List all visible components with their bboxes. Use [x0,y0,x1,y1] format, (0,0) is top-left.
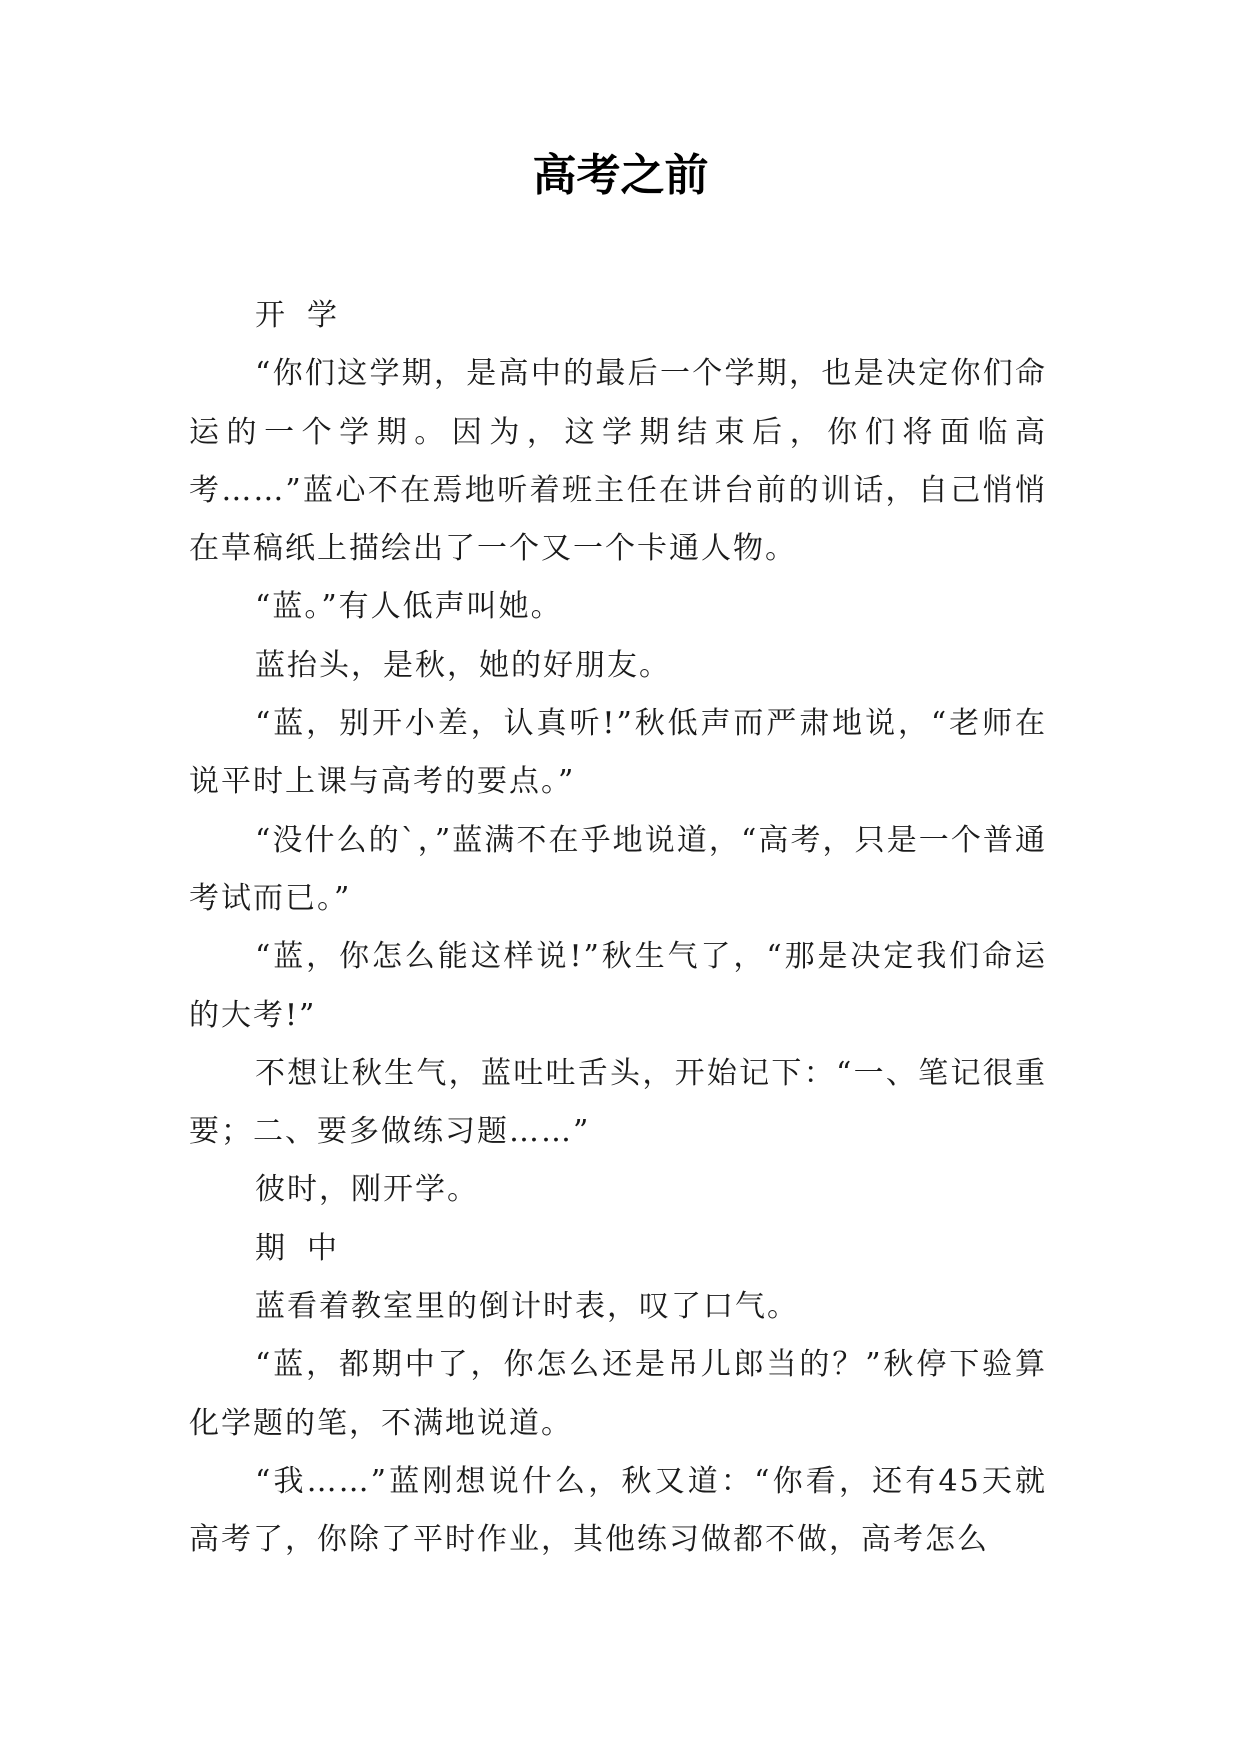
article-body [189,287,1047,1570]
paragraph: “你们这学期，是高中的最后一个学期，也是决定你们命运的一个学期。因为，这学期结束后，你们将面临高考……”蓝心不在焉地听着班主任在讲台前的训话，自己悄悄在草稿纸上描绘出了一个又一个卡通人物。 [189,356,1047,567]
paragraph: “蓝，别开小差，认真听!”秋低声而严肃地说，“老师在说平时上课与高考的要点。” [189,706,1047,800]
page-title: 高考之前 [532,150,709,201]
paragraph: 不想让秋生气，蓝吐吐舌头，开始记下：“一、笔记很重要；二、要多做练习题……” [189,1055,1047,1150]
section-heading-start: 开学 [255,298,359,333]
paragraph: “我……”蓝刚想说什么，秋又道：“你看，还有45天就高考了，你除了平时作业，其他练习做都不做，高考怎么 [189,1463,1047,1558]
paragraph: “没什么的`，”蓝满不在乎地说道，“高考，只是一个普通考试而已。” [189,822,1047,916]
paragraph: 彼时，刚开学。 [255,1172,479,1208]
section-heading-midterm: 期中 [255,1230,359,1266]
paragraph: “蓝，你怎么能这样说!”秋生气了，“那是决定我们命运的大考!” [189,939,1047,1033]
paragraph: “蓝。”有人低声叫她。 [255,589,563,625]
paragraph: 蓝抬头，是秋，她的好朋友。 [255,647,671,683]
paragraph: 蓝看着教室里的倒计时表，叹了口气。 [255,1289,799,1325]
paragraph: “蓝，都期中了，你怎么还是吊儿郎当的？”秋停下验算化学题的笔，不满地说道。 [189,1347,1047,1441]
